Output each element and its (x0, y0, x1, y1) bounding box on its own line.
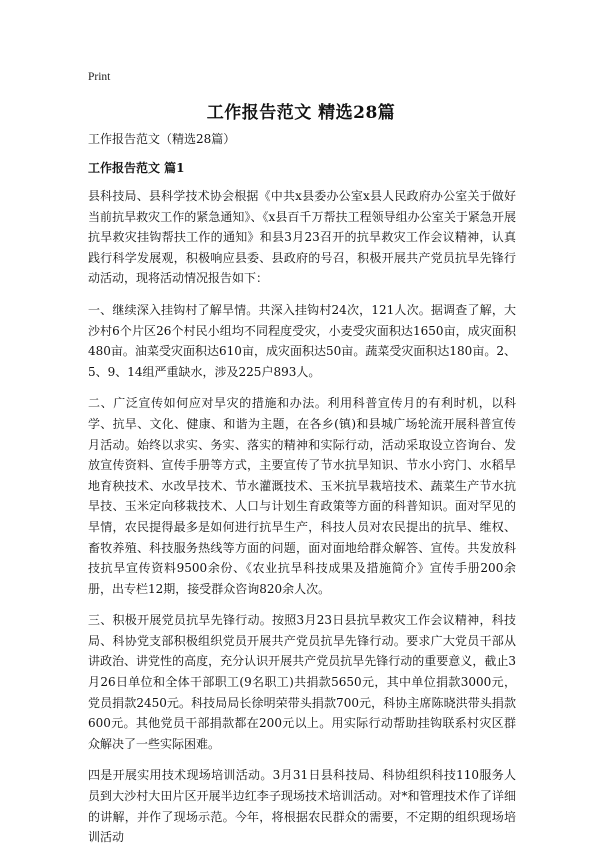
paragraph-intro: 县科技局、县科学技术协会根据《中共x县委办公室x县人民政府办公室关于做好当前抗旱救灾工作的紧急通知》、《x县百千万帮扶工程领导组办公室关于紧急开展抗旱救灾挂钩帮扶工作的通知》和县3月23召开的抗旱救灾工作会议精神，认真践行科学发展观，积极响应县委、县政府的号召，积极开展共产党员抗旱先锋行动活动，现将活动情况报告如下： (88, 189, 516, 286)
print-link[interactable]: Print (88, 71, 111, 83)
section-heading: 工作报告范文 篇1 (88, 161, 185, 175)
paragraph-2: 二、广泛宣传如何应对旱灾的措施和办法。利用科普宣传月的有利时机，以科学、抗旱、文化、健康、和谐为主题，在各乡(镇)和县城广场轮流开展科普宣传月活动。始终以求实、务实、落实的精神和实际行动，活动采取设立咨询台、发放宣传资料、宣传手册等方式，主要宣传了节水抗旱知识、节水小窍门、水稻旱地育秧技术、水改旱技术、节水灌溉技术、玉米抗旱栽培技术、蔬菜生产节水抗旱技、玉米定向移栽技术、人口与计划生育政策等方面的科普知识。面对罕见的旱情，农民提得最多是如何进行抗旱生产，科技人员对农民提出的抗旱、维权、畜牧养殖、科技服务热线等方面的问题，面对面地给群众解答、宣传。共发放科技抗旱宣传资料9500余份、《农业抗旱科技成果及措施简介》宣传手册200余册，出专栏12期，接受群众咨询820余人次。 (88, 396, 516, 596)
document-title: 工作报告范文 精选28篇 (206, 103, 396, 123)
paragraph-3: 三、积极开展党员抗旱先锋行动。按照3月23日县抗旱救灾工作会议精神，科技局、科协党支部积极组织党员开展共产党员抗旱先锋行动。要求广大党员干部从讲政治、讲党性的高度，充分认识开展共产党员抗旱先锋行动的重要意义，截止3月26日单位和全体干部职工(9名职工)共捐款5650元，其中单位捐款3000元，党员捐款2450元。科技局局长徐明荣带头捐款700元，科协主席陈晓洪带头捐款600元。其他党员干部捐款都在200元以上。用实际行动帮助挂钩联系村灾区群众解决了一些实际困难。 (88, 613, 516, 751)
document-subtitle: 工作报告范文（精选28篇） (88, 132, 236, 146)
paragraph-1: 一、继续深入挂钩村了解旱情。共深入挂钩村24次，121人次。据调查了解，大沙村6个片区26个村民小组均不同程度受灾，小麦受灾面积达1650亩，成灾面积480亩。油菜受灾面积达610亩，成灾面积达50亩。蔬菜受灾面积达180亩。2、5、9、14组严重缺水，涉及225户893人。 (88, 302, 516, 379)
document-body (88, 130, 516, 859)
paragraph-4: 四是开展实用技术现场培训活动。3月31日县科技局、科协组织科技110服务人员到大沙村大田片区开展半边红李子现场技术培训活动。对*和管理技术作了详细的讲解，并作了现场示范。今年，将根据农民群众的需要，不定期的组织现场培训活动 (88, 768, 516, 845)
